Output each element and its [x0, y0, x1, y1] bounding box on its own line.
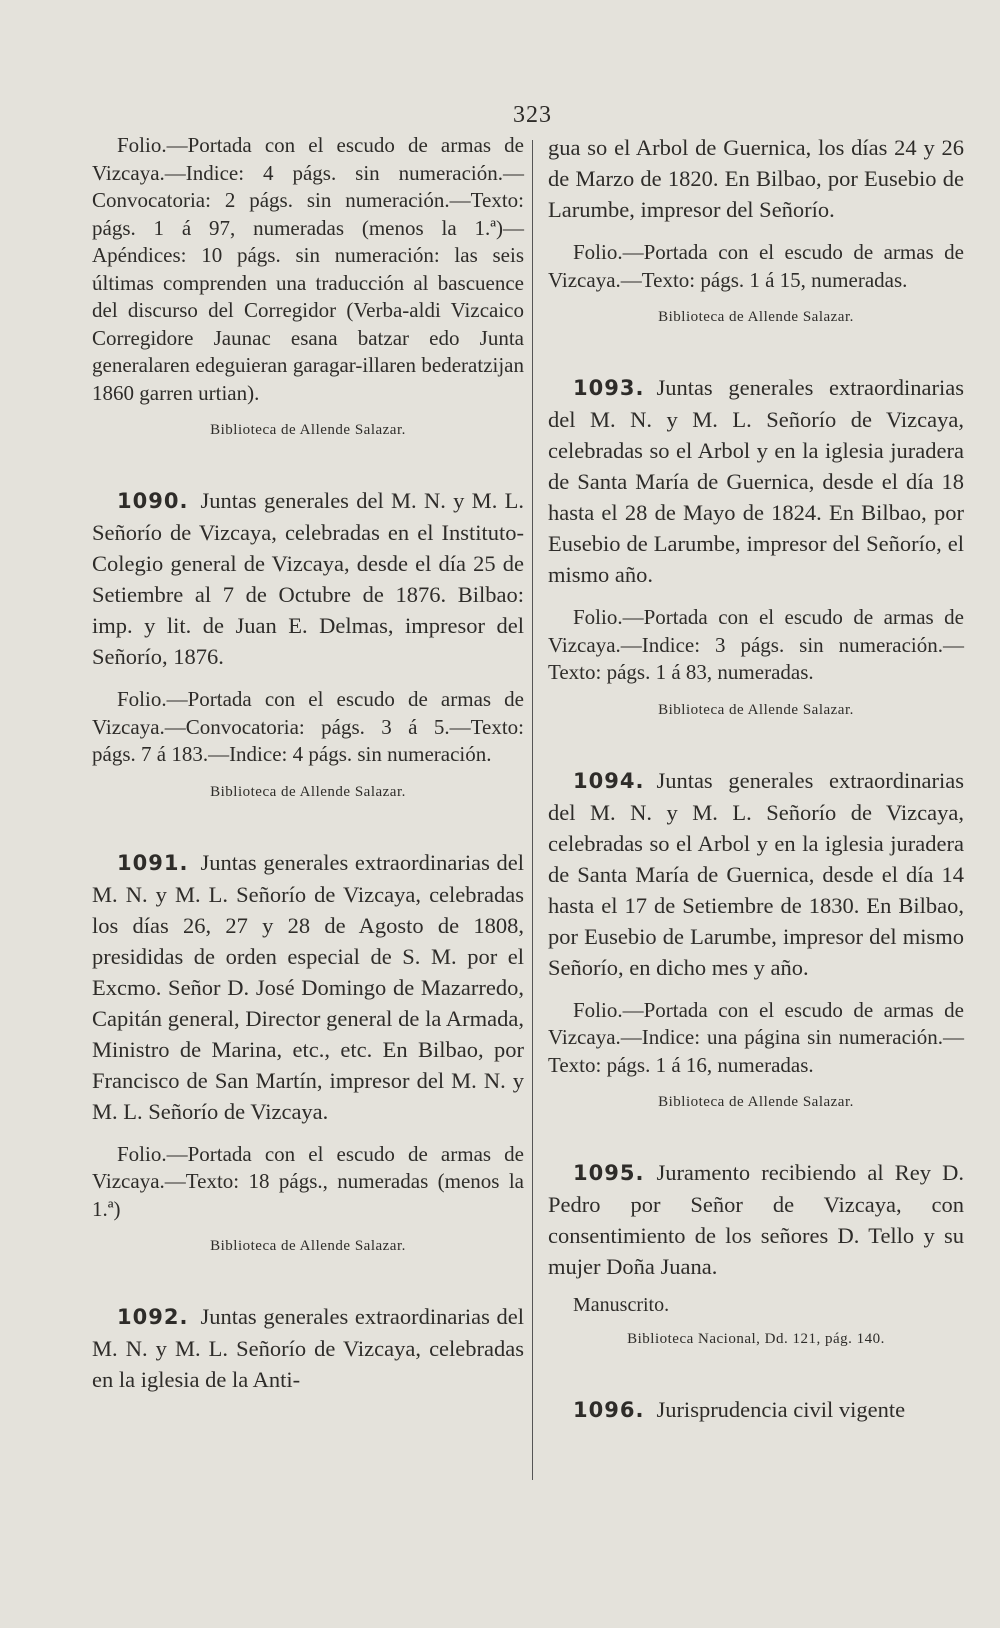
entry-number: 1090. — [117, 489, 189, 513]
entry-1094 — [548, 765, 964, 983]
entry-title: Juntas generales del M. N. y M. L. Señorío de Vizcaya, celebradas en el Instituto-Colegio general de Vizcaya, desde el día 25 de Setiembre al 7 de Octubre de 1876. Bilbao: imp. y lit. de Juan E. Delmas, impresor del Señorío, 1876. — [92, 488, 524, 669]
entry-number: 1095. — [573, 1161, 645, 1185]
entry-1091 — [92, 847, 524, 1127]
entry-title: Juntas generales extraordinarias del M. N. y M. L. Señorío de Vizcaya, celebradas los días 26, 27 y 28 de Agosto de 1808, presididas de orden especial de S. M. por el Excmo. Señor D. José Domingo de Mazarredo, Capitán general, Director general de la Armada, Ministro de Marina, etc., etc. En Bilbao, por Francisco de San Martín, impresor del M. N. y M. L. Señorío de Vizcaya. — [92, 849, 524, 1124]
intro-description: Folio.—Portada con el escudo de armas de Vizcaya.—Indice: 4 págs. sin numeración.—Convocatoria: 2 págs. sin numeración.—Texto: págs. 1 á 97, numeradas (menos la 1.ª)—Apéndices: 10 págs. sin numeración: las seis últimas comprenden una traducción al bascuence del discurso del Corregidor (Verba-aldi Vizcaico Corregidore Jaunac esana batzar edo Junta generalaren edeguieran garagar-illaren bederatzijan 1860 garren urtian). — [92, 133, 524, 405]
entry-number: 1093. — [573, 376, 645, 400]
entry-1092 — [92, 1301, 524, 1395]
entry-1090-description: Folio.—Portada con el escudo de armas de Vizcaya.—Convocatoria: págs. 3 á 5.—Texto: págs. 7 á 183.—Indice: 4 págs. sin numeración. — [92, 687, 524, 766]
entry-1093-description: Folio.—Portada con el escudo de armas de Vizcaya.—Indice: 3 págs. sin numeración.—Texto: págs. 1 á 83, numeradas. — [548, 605, 964, 684]
page-number: 323 — [513, 102, 552, 128]
entry-1093-holding: Biblioteca de Allende Salazar. — [658, 701, 854, 718]
entry-title: Juntas generales extraordinarias del M. N. y M. L. Señorío de Vizcaya, celebradas so el Arbol y en la iglesia juradera de Santa María de Guernica, desde el día 14 hasta el 17 de Setiembre de 1830. En Bilbao, por Eusebio de Larumbe, impresor del mismo Señorío, en dicho mes y año. — [548, 767, 964, 980]
entry-number: 1094. — [573, 768, 645, 793]
entry-1094-description: Folio.—Portada con el escudo de armas de Vizcaya.—Indice: una página sin numeración.—Texto: págs. 1 á 16, numeradas. — [548, 997, 964, 1077]
entry-title: Juntas generales extraordinarias del M. N. y M. L. Señorío de Vizcaya, celebradas en la iglesia de la Anti- — [92, 1304, 524, 1392]
left-column — [92, 132, 524, 1395]
entry-1095 — [548, 1157, 964, 1282]
continuation-holding: Biblioteca de Allende Salazar. — [658, 309, 854, 325]
entry-1090-holding: Biblioteca de Allende Salazar. — [210, 783, 406, 800]
entry-1095-manuscript: Manuscrito. — [573, 1294, 670, 1316]
entry-1091-holding: Biblioteca de Allende Salazar. — [210, 1238, 406, 1254]
entry-1093 — [548, 372, 964, 590]
right-column — [548, 132, 964, 1426]
entry-title: Juntas generales extraordinarias del M. N. y M. L. Señorío de Vizcaya, celebradas so el Arbol y en la iglesia juradera de Santa María de Guernica, desde el día 18 hasta el 28 de Mayo de 1824. En Bilbao, por Eusebio de Larumbe, impresor del Señorío, el mismo año. — [548, 375, 964, 587]
entry-1096 — [548, 1394, 964, 1426]
entry-number: 1091. — [117, 850, 189, 875]
entry-title: Juramento recibiendo al Rey D. Pedro por Señor de Vizcaya, con consentimiento de los señores D. Tello y su mujer Doña Juana. — [548, 1160, 964, 1279]
column-divider — [532, 140, 533, 1480]
intro-holding: Biblioteca de Allende Salazar. — [210, 422, 406, 438]
entry-1095-holding: Biblioteca Nacional, Dd. 121, pág. 140. — [627, 1331, 885, 1347]
entry-1090 — [92, 485, 524, 672]
continuation-1092: gua so el Arbol de Guernica, los días 24 y 26 de Marzo de 1820. En Bilbao, por Eusebio de Larumbe, impresor del Señorío. — [548, 135, 964, 222]
entry-number: 1096. — [573, 1398, 645, 1422]
entry-title: Jurisprudencia civil vigente — [656, 1397, 906, 1422]
entry-1091-description: Folio.—Portada con el escudo de armas de Vizcaya.—Texto: 18 págs., numeradas (menos la 1.ª) — [92, 1141, 524, 1221]
continuation-description: Folio.—Portada con el escudo de armas de Vizcaya.—Texto: págs. 1 á 15, numeradas. — [548, 240, 964, 292]
entry-number: 1092. — [117, 1305, 189, 1329]
entry-1094-holding: Biblioteca de Allende Salazar. — [658, 1094, 854, 1110]
